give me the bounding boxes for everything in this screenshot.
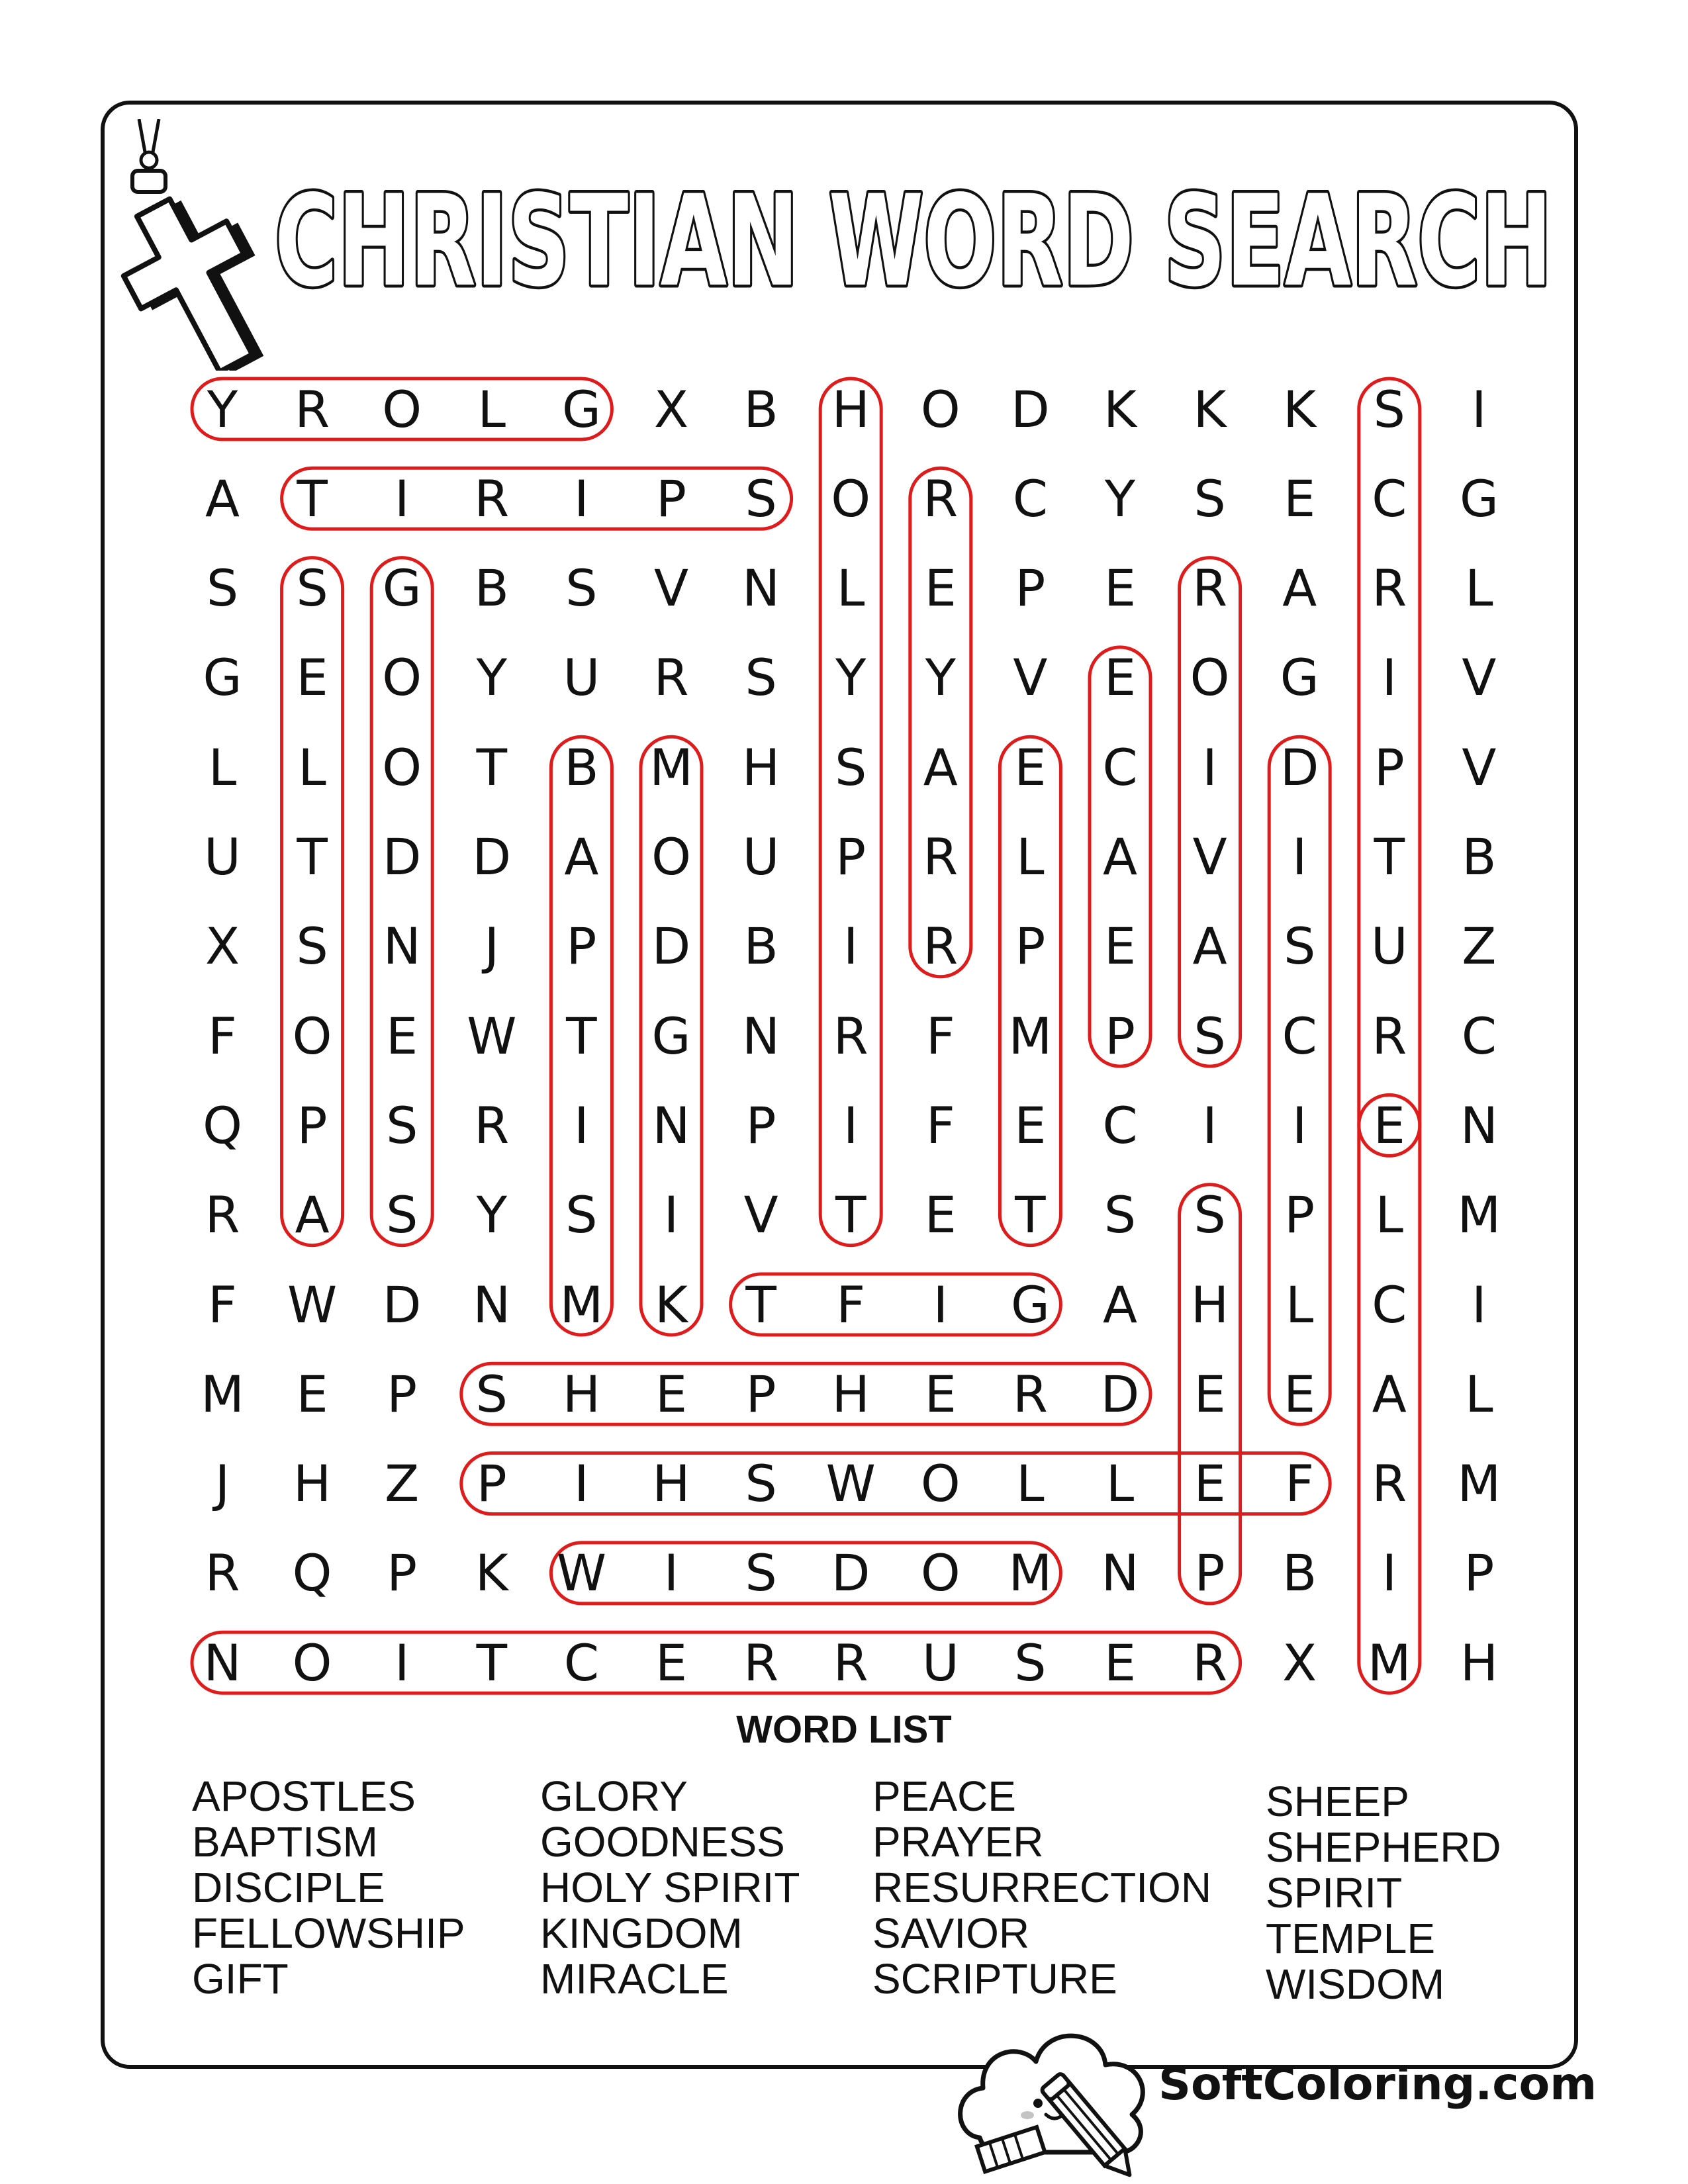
word-column-2 — [540, 1774, 800, 2002]
word-item: SCRIPTURE — [872, 1955, 1117, 2003]
grid-letter: E — [386, 1006, 418, 1066]
grid-letter: T — [835, 1185, 867, 1245]
grid-letter: G — [561, 379, 601, 439]
grid-letter: P — [1194, 1543, 1225, 1603]
grid-letter: G — [1459, 469, 1499, 528]
word-item: PRAYER — [872, 1818, 1044, 1866]
grid-letter: I — [663, 1543, 679, 1603]
grid-letter: S — [565, 559, 598, 618]
page-title: CHRISTIAN WORD SEARCH — [275, 168, 1552, 314]
grid-letter: K — [475, 1543, 508, 1603]
grid-letter: V — [743, 1185, 778, 1245]
grid-letter: N — [383, 917, 421, 976]
grid-letter: L — [477, 379, 506, 439]
grid-letter: L — [1375, 1185, 1403, 1245]
grid-letter: A — [1192, 917, 1227, 976]
grid-letter: I — [1202, 1095, 1217, 1155]
grid-letter: J — [484, 917, 499, 976]
grid-letter: R — [1372, 1006, 1407, 1066]
grid-letter: J — [214, 1454, 230, 1514]
grid-letter: E — [1103, 559, 1137, 618]
grid-letter: S — [745, 1543, 777, 1603]
grid-letter: Q — [203, 1095, 242, 1155]
grid-letter: S — [835, 737, 867, 797]
grid-letter: S — [206, 559, 239, 618]
grid-letter: D — [1011, 379, 1050, 439]
grid-letter: P — [835, 827, 867, 886]
grid-letter: E — [1194, 1454, 1226, 1514]
grid-letter: M — [201, 1364, 244, 1424]
word-item: PEACE — [872, 1772, 1016, 1820]
grid-letter: B — [743, 917, 778, 976]
grid-letter: C — [1461, 1006, 1497, 1066]
grid-letter: V — [1462, 737, 1497, 797]
grid-letter: R — [833, 1633, 868, 1692]
grid-letter: L — [1016, 1454, 1045, 1514]
grid-letter: S — [296, 559, 328, 618]
grid-letter: H — [742, 737, 780, 797]
grid-letter: I — [843, 1095, 859, 1155]
word-item: BAPTISM — [192, 1818, 378, 1866]
grid-letter: G — [382, 559, 422, 618]
grid-letter: C — [1372, 1275, 1407, 1334]
grid-letter: P — [476, 1454, 507, 1514]
grid-letter: Z — [1462, 917, 1497, 976]
grid-letter: O — [382, 648, 422, 707]
grid-letter: S — [1284, 917, 1316, 976]
grid-letter: R — [1372, 1454, 1407, 1514]
cloud-pencil-mascot-icon — [953, 1979, 1165, 2184]
grid-letter: R — [1372, 559, 1407, 618]
grid-letter: O — [292, 1006, 332, 1066]
grid-letter: M — [649, 737, 693, 797]
grid-letter: R — [923, 827, 959, 886]
grid-letter: C — [1102, 737, 1138, 797]
grid-letter: O — [651, 827, 691, 886]
grid-letter: Y — [1104, 469, 1136, 528]
word-item: SHEPHERD — [1266, 1823, 1501, 1871]
grid-letter: R — [923, 469, 959, 528]
grid-letter: N — [1460, 1095, 1498, 1155]
grid-letter: O — [920, 1543, 961, 1603]
grid-letter: S — [296, 917, 328, 976]
grid-letter: L — [1465, 1364, 1493, 1424]
grid-letter: D — [472, 827, 512, 886]
grid-letter: T — [297, 469, 328, 528]
grid-letter: A — [1372, 1364, 1407, 1424]
grid-letter: R — [474, 1095, 510, 1155]
grid-letter: U — [1370, 917, 1408, 976]
word-item: DISCIPLE — [192, 1864, 385, 1911]
grid-letter: N — [1101, 1543, 1139, 1603]
grid-letter: A — [1103, 827, 1137, 886]
grid-letter: F — [925, 1095, 955, 1155]
grid-letter: N — [742, 1006, 780, 1066]
grid-letter: L — [1286, 1275, 1314, 1334]
grid-letter: R — [1012, 1364, 1048, 1424]
grid-letter: Q — [292, 1543, 332, 1603]
grid-letter: G — [1280, 648, 1319, 707]
grid-letter: U — [204, 827, 241, 886]
grid-letter: R — [833, 1006, 868, 1066]
grid-letter: I — [394, 469, 410, 528]
grid-letter: E — [1373, 1095, 1405, 1155]
grid-letter: R — [923, 917, 959, 976]
grid-letter: O — [292, 1633, 332, 1692]
grid-letter: D — [651, 917, 691, 976]
grid-letter: T — [476, 737, 508, 797]
grid-letter: C — [1372, 469, 1407, 528]
grid-letter: T — [745, 1275, 776, 1334]
grid-letter: E — [924, 559, 957, 618]
word-item: APOSTLES — [192, 1772, 416, 1820]
grid-letter: E — [655, 1364, 688, 1424]
grid-letter: D — [382, 827, 422, 886]
grid-letter: Y — [835, 648, 867, 707]
footer-brand: SoftColoring.com — [1158, 2058, 1597, 2111]
grid-letter: I — [1472, 379, 1487, 439]
grid-letter: I — [663, 1185, 679, 1245]
grid-letter: N — [473, 1275, 511, 1334]
grid-letter: P — [1464, 1543, 1495, 1603]
grid-letter: I — [1291, 1095, 1307, 1155]
grid-letter: U — [742, 827, 780, 886]
grid-letter: S — [1194, 1185, 1226, 1245]
grid-letter: E — [924, 1185, 957, 1245]
grid-letter: I — [843, 917, 859, 976]
word-item: SAVIOR — [872, 1909, 1030, 1957]
grid-letter: V — [1013, 648, 1048, 707]
grid-letter: O — [831, 469, 871, 528]
word-item: GLORY — [540, 1772, 688, 1820]
grid-letter: E — [1284, 469, 1316, 528]
grid-letter: B — [1282, 1543, 1317, 1603]
grid-letter: S — [1373, 379, 1405, 439]
grid-letter: T — [566, 1006, 597, 1066]
grid-letter: G — [651, 1006, 691, 1066]
grid-letter: E — [1014, 737, 1047, 797]
grid-letter: P — [387, 1543, 418, 1603]
grid-letter: K — [655, 1275, 688, 1334]
grid-letter: H — [562, 1364, 600, 1424]
word-item: MIRACLE — [540, 1955, 729, 2003]
grid-letter: Y — [925, 648, 957, 707]
grid-letter: I — [1472, 1275, 1487, 1334]
grid-letter: E — [1014, 1095, 1047, 1155]
grid-letter: D — [831, 1543, 870, 1603]
grid-letter: E — [1103, 648, 1137, 707]
word-item: FELLOWSHIP — [192, 1909, 465, 1957]
grid-letter: S — [386, 1185, 418, 1245]
grid-letter: C — [563, 1633, 599, 1692]
grid-letter: M — [1368, 1633, 1411, 1692]
grid-letter: M — [1457, 1185, 1501, 1245]
grid-letter: U — [563, 648, 600, 707]
grid-letter: H — [831, 379, 870, 439]
grid-letter: I — [394, 1633, 410, 1692]
grid-letter: P — [656, 469, 686, 528]
word-item: TEMPLE — [1266, 1915, 1436, 1962]
grid-letter: R — [743, 1633, 778, 1692]
grid-letter: N — [203, 1633, 242, 1692]
grid-letter: S — [1194, 469, 1226, 528]
grid-letter: S — [1014, 1633, 1047, 1692]
grid-letter: X — [653, 379, 689, 439]
grid-letter: F — [836, 1275, 866, 1334]
word-column-1 — [192, 1774, 465, 2002]
grid-letter: D — [1100, 1364, 1140, 1424]
grid-letter: N — [742, 559, 780, 618]
grid-letter: I — [574, 469, 589, 528]
grid-letter: M — [559, 1275, 604, 1334]
grid-letter: W — [556, 1543, 606, 1603]
grid-letter: I — [1202, 737, 1217, 797]
grid-letter: S — [475, 1364, 508, 1424]
grid-letter: P — [297, 1095, 328, 1155]
grid-letter: I — [574, 1095, 589, 1155]
grid-letter: O — [382, 379, 422, 439]
grid-letter: Y — [207, 379, 238, 439]
grid-letter: P — [1284, 1185, 1315, 1245]
grid-letter: S — [745, 1454, 777, 1514]
word-item: WISDOM — [1266, 1960, 1445, 2008]
word-item: SPIRIT — [1266, 1869, 1403, 1917]
grid-letter: Y — [476, 1185, 508, 1245]
grid-letter: L — [1016, 827, 1045, 886]
grid-letter: B — [1462, 827, 1497, 886]
grid-letter: A — [1282, 559, 1317, 618]
grid-letter: C — [1102, 1095, 1138, 1155]
grid-letter: X — [205, 917, 240, 976]
grid-letter: D — [1280, 737, 1319, 797]
grid-letter: F — [1285, 1454, 1315, 1514]
grid-letter: O — [1190, 648, 1230, 707]
grid-letter: K — [1283, 379, 1317, 439]
word-item: HOLY SPIRIT — [540, 1864, 800, 1911]
grid-letter: H — [831, 1364, 870, 1424]
grid-letter: O — [382, 737, 422, 797]
grid-letter: B — [474, 559, 509, 618]
grid-letter: R — [474, 469, 510, 528]
grid-letter: R — [653, 648, 689, 707]
grid-letter: A — [564, 827, 599, 886]
grid-letter: H — [1460, 1633, 1498, 1692]
grid-letter: T — [1374, 827, 1405, 886]
grid-letter: M — [1008, 1006, 1053, 1066]
grid-letter: L — [837, 559, 865, 618]
grid-letter: S — [745, 469, 777, 528]
grid-letter: A — [295, 1185, 330, 1245]
grid-letter: G — [1010, 1275, 1050, 1334]
grid-letter: M — [1457, 1454, 1501, 1514]
grid-letter: F — [925, 1006, 955, 1066]
grid-letter: S — [1194, 1006, 1226, 1066]
grid-letter: V — [1462, 648, 1497, 707]
grid-letter: P — [745, 1095, 776, 1155]
grid-letter: T — [297, 827, 328, 886]
grid-letter: T — [476, 1633, 508, 1692]
grid-letter: V — [1192, 827, 1227, 886]
grid-letter: E — [296, 1364, 328, 1424]
word-column-4 — [1266, 1779, 1501, 2007]
word-item: GIFT — [192, 1955, 289, 2003]
grid-letter: K — [1103, 379, 1137, 439]
grid-letter: R — [1192, 559, 1227, 618]
grid-letter: R — [295, 379, 330, 439]
word-list-heading: WORD LIST — [736, 1708, 952, 1751]
grid-letter: T — [1015, 1185, 1046, 1245]
grid-letter: A — [205, 469, 240, 528]
grid-letter: E — [296, 648, 328, 707]
grid-letter: G — [203, 648, 242, 707]
grid-letter: B — [564, 737, 599, 797]
grid-letter: D — [382, 1275, 422, 1334]
grid-letter: F — [208, 1006, 237, 1066]
grid-letter: P — [1374, 737, 1405, 797]
grid-letter: C — [1282, 1006, 1317, 1066]
grid-letter: P — [566, 917, 597, 976]
grid-letter: H — [1191, 1275, 1229, 1334]
grid-letter: P — [1015, 559, 1046, 618]
grid-letter: P — [387, 1364, 418, 1424]
word-column-3 — [872, 1774, 1211, 2002]
grid-letter: Y — [476, 648, 508, 707]
grid-letter: I — [933, 1275, 948, 1334]
grid-letter: N — [652, 1095, 690, 1155]
grid-letter: X — [1282, 1633, 1317, 1692]
grid-letter: I — [574, 1454, 589, 1514]
grid-letter: L — [208, 737, 237, 797]
grid-letter: L — [1105, 1454, 1135, 1514]
grid-letter: I — [1291, 827, 1307, 886]
grid-letter: E — [1194, 1364, 1226, 1424]
grid-letter: L — [1465, 559, 1493, 618]
grid-letter: P — [1015, 917, 1046, 976]
grid-letter: U — [921, 1633, 959, 1692]
grid-letter: A — [923, 737, 958, 797]
word-item: RESURRECTION — [872, 1864, 1212, 1911]
grid-letter: H — [652, 1454, 690, 1514]
grid-letter: F — [208, 1275, 237, 1334]
grid-letter: B — [743, 379, 778, 439]
grid-letter: R — [205, 1185, 240, 1245]
word-item: KINGDOM — [540, 1909, 743, 1957]
word-item: SHEEP — [1266, 1778, 1409, 1825]
grid-letter: E — [1284, 1364, 1316, 1424]
grid-letter: Z — [385, 1454, 420, 1514]
grid-letter: S — [745, 648, 777, 707]
grid-letter: S — [565, 1185, 598, 1245]
grid-letter: P — [745, 1364, 776, 1424]
grid-letter: I — [1382, 1543, 1397, 1603]
grid-letter: E — [655, 1633, 688, 1692]
word-item: GOODNESS — [540, 1818, 785, 1866]
grid-letter: I — [1382, 648, 1397, 707]
grid-letter: C — [1012, 469, 1048, 528]
grid-letter: L — [298, 737, 326, 797]
grid-letter: P — [1105, 1006, 1135, 1066]
grid-letter: V — [654, 559, 688, 618]
grid-letter: H — [293, 1454, 332, 1514]
grid-letter: O — [920, 379, 961, 439]
grid-letter: S — [1103, 1185, 1137, 1245]
grid-letter: W — [287, 1275, 338, 1334]
grid-letter: R — [205, 1543, 240, 1603]
grid-letter: E — [1103, 1633, 1137, 1692]
grid-letter: M — [1008, 1543, 1053, 1603]
grid-letter: E — [924, 1364, 957, 1424]
grid-letter: R — [1192, 1633, 1227, 1692]
grid-letter: O — [920, 1454, 961, 1514]
grid-letter: K — [1193, 379, 1227, 439]
grid-letter: S — [386, 1095, 418, 1155]
grid-letter: A — [1103, 1275, 1137, 1334]
grid-letter: E — [1103, 917, 1137, 976]
grid-letter: W — [825, 1454, 876, 1514]
grid-letter: W — [467, 1006, 517, 1066]
